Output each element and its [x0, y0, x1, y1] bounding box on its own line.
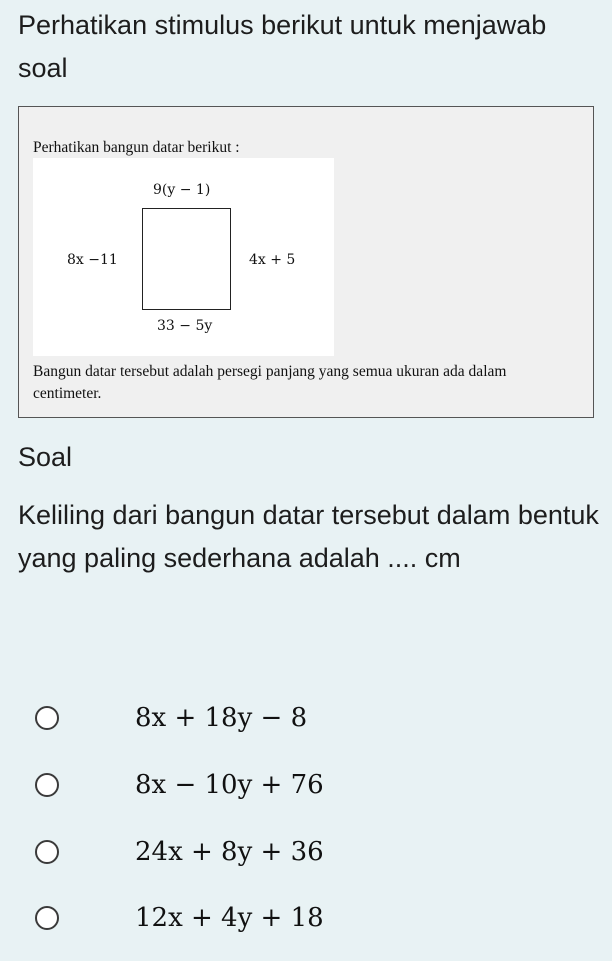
answer-option-b[interactable]: [32, 765, 432, 805]
stimulus-box: [18, 106, 594, 418]
answer-option-text: 8x − 10y + 76: [135, 770, 324, 800]
answer-option-text: 24x + 8y + 36: [135, 837, 324, 867]
rectangle-figure: [33, 158, 334, 356]
answer-option-d[interactable]: [32, 898, 432, 938]
answer-option-a[interactable]: [32, 698, 432, 738]
answer-option-text: 8x + 18y − 8: [135, 703, 308, 733]
stimulus-note: Bangun datar tersebut adalah persegi panjang yang semua ukuran ada dalam centimeter.: [33, 363, 507, 402]
stimulus-intro: Perhatikan bangun datar berikut :: [33, 139, 240, 156]
top-side-label: 9(y − 1): [153, 182, 211, 198]
answer-option-text: 12x + 4y + 18: [135, 903, 324, 933]
question-section-label: Soal: [18, 442, 73, 472]
question-text: Keliling dari bangun datar tersebut dalam bentuk yang paling sederhana adalah .... cm: [18, 500, 599, 573]
rectangle-shape: [142, 208, 231, 310]
radio-button[interactable]: [35, 706, 59, 730]
answer-option-c[interactable]: [32, 832, 432, 872]
radio-button[interactable]: [35, 773, 59, 797]
radio-button[interactable]: [35, 906, 59, 930]
right-side-label: 4x + 5: [249, 252, 296, 268]
stimulus-heading: Perhatikan stimulus berikut untuk menjawab soal: [18, 10, 547, 83]
bottom-side-label: 33 − 5y: [157, 318, 213, 334]
left-side-label: 8x −11: [67, 252, 118, 268]
radio-button[interactable]: [35, 840, 59, 864]
